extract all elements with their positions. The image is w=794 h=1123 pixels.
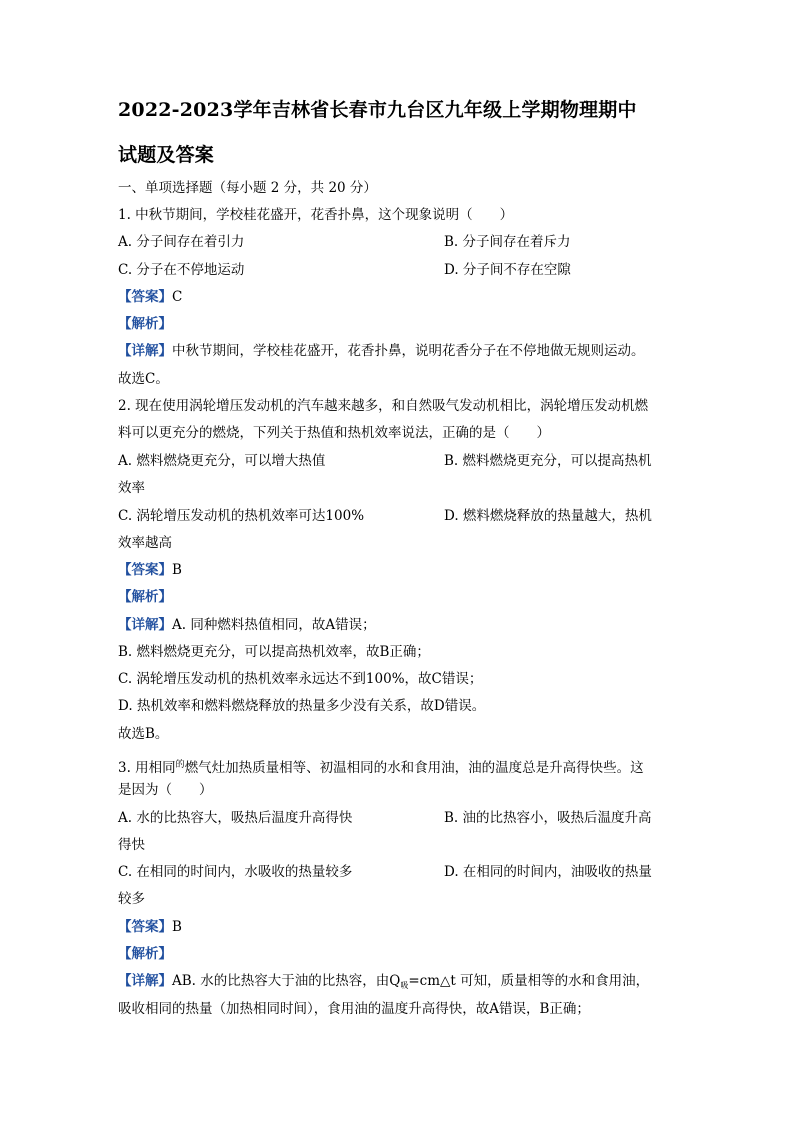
- q2-detail-line-1: [118, 616, 376, 634]
- q3-option-b-line-2: 得快: [118, 837, 145, 853]
- document-title-line-1: 2022-2023学年吉林省长春市九台区九年级上学期物理期中: [118, 99, 637, 121]
- q3-option-c: C. 在相同的时间内，水吸收的热量较多: [118, 864, 353, 880]
- q3-detail-line-1: [118, 972, 649, 995]
- answer-tag: 【答案】: [118, 289, 172, 305]
- q2-stem-line-1: 2. 现在使用涡轮增压发动机的汽车越来越多，和自然吸气发动机相比，涡轮增压发动机燃: [118, 398, 649, 414]
- q2-option-a: A. 燃料燃烧更充分，可以增大热值: [118, 453, 326, 469]
- q3-option-d-line-1: D. 在相同的时间内，油吸收的热量: [444, 864, 652, 880]
- q1-analysis: [118, 315, 172, 333]
- q3-analysis: [118, 945, 172, 963]
- detail-tag: 【详解】: [118, 343, 172, 359]
- q2-detail-line-2: B. 燃料燃烧更充分，可以提高热机效率，故B正确；: [118, 644, 430, 660]
- q1-option-c: C. 分子在不停地运动: [118, 262, 245, 278]
- q1-answer: [118, 288, 182, 306]
- q3-detail-suffix: =cm△t 可知，质量相等的水和食用油，: [408, 973, 650, 989]
- section-heading: 一、单项选择题（每小题 2 分，共 20 分）: [118, 180, 377, 196]
- q2-option-d-line-2: 效率越高: [118, 535, 172, 551]
- q1-option-b: B. 分子间存在着斥力: [444, 234, 571, 250]
- q2-option-b-line-1: B. 燃料燃烧更充分，可以提高热机: [444, 453, 652, 469]
- q1-stem: 1. 中秋节期间，学校桂花盛开，花香扑鼻，这个现象说明（ ）: [118, 207, 514, 223]
- q2-conclusion: 故选B。: [118, 726, 169, 742]
- q2-stem-line-2: 料可以更充分的燃烧，下列关于热值和热机效率说法，正确的是（ ）: [118, 425, 550, 441]
- q3-option-d-line-2: 较多: [118, 891, 145, 907]
- q1-detail-text: 中秋节期间，学校桂花盛开，花香扑鼻，说明花香分子在不停地做无规则运动。: [172, 343, 645, 359]
- q3-stem-superscript: 的: [175, 760, 185, 770]
- q3-answer-value: B: [172, 919, 182, 935]
- q3-stem-suffix: 燃气灶加热质量相等、初温相同的水和食用油，油的温度总是升高得快些。这: [184, 760, 644, 776]
- analysis-tag: 【解析】: [118, 589, 172, 605]
- detail-tag: 【详解】: [118, 973, 172, 989]
- q2-detail-text-1: A. 同种燃料热值相同，故A错误；: [172, 617, 376, 633]
- analysis-tag: 【解析】: [118, 316, 172, 332]
- q2-option-b-line-2: 效率: [118, 480, 145, 496]
- q2-analysis: [118, 588, 172, 606]
- q3-stem-line-1: [118, 756, 644, 777]
- detail-tag: 【详解】: [118, 617, 172, 633]
- q2-answer-value: B: [172, 562, 182, 578]
- q1-detail: [118, 342, 645, 360]
- answer-tag: 【答案】: [118, 562, 172, 578]
- q2-detail-line-3: C. 涡轮增压发动机的热机效率永远达不到100%，故C错误；: [118, 671, 483, 687]
- q3-detail-prefix: AB. 水的比热容大于油的比热容，由Q: [172, 973, 401, 989]
- q3-stem-prefix: 3. 用相同: [118, 760, 176, 776]
- q1-conclusion: 故选C。: [118, 371, 169, 387]
- answer-tag: 【答案】: [118, 919, 172, 935]
- q3-option-a: A. 水的比热容大，吸热后温度升高得快: [118, 810, 353, 826]
- q2-answer: [118, 561, 182, 579]
- q1-option-a: A. 分子间存在着引力: [118, 234, 245, 250]
- q1-option-d: D. 分子间不存在空隙: [444, 262, 571, 278]
- q3-detail-line-2: 吸收相同的热量（加热相同时间），食用油的温度升高得快，故A错误，B正确；: [118, 1001, 590, 1017]
- analysis-tag: 【解析】: [118, 946, 172, 962]
- q3-detail-subscript: 吸: [400, 981, 409, 990]
- q3-stem-line-2: 是因为（ ）: [118, 782, 213, 798]
- q3-option-b-line-1: B. 油的比热容小，吸热后温度升高: [444, 810, 652, 826]
- document-title-line-2: 试题及答案: [118, 144, 215, 166]
- q1-answer-value: C: [172, 289, 183, 305]
- q3-answer: [118, 918, 182, 936]
- q2-option-c: C. 涡轮增压发动机的热机效率可达100%: [118, 508, 365, 524]
- q2-option-d-line-1: D. 燃料燃烧释放的热量越大，热机: [444, 508, 652, 524]
- q2-detail-line-4: D. 热机效率和燃料燃烧释放的热量多少没有关系，故D错误。: [118, 698, 486, 714]
